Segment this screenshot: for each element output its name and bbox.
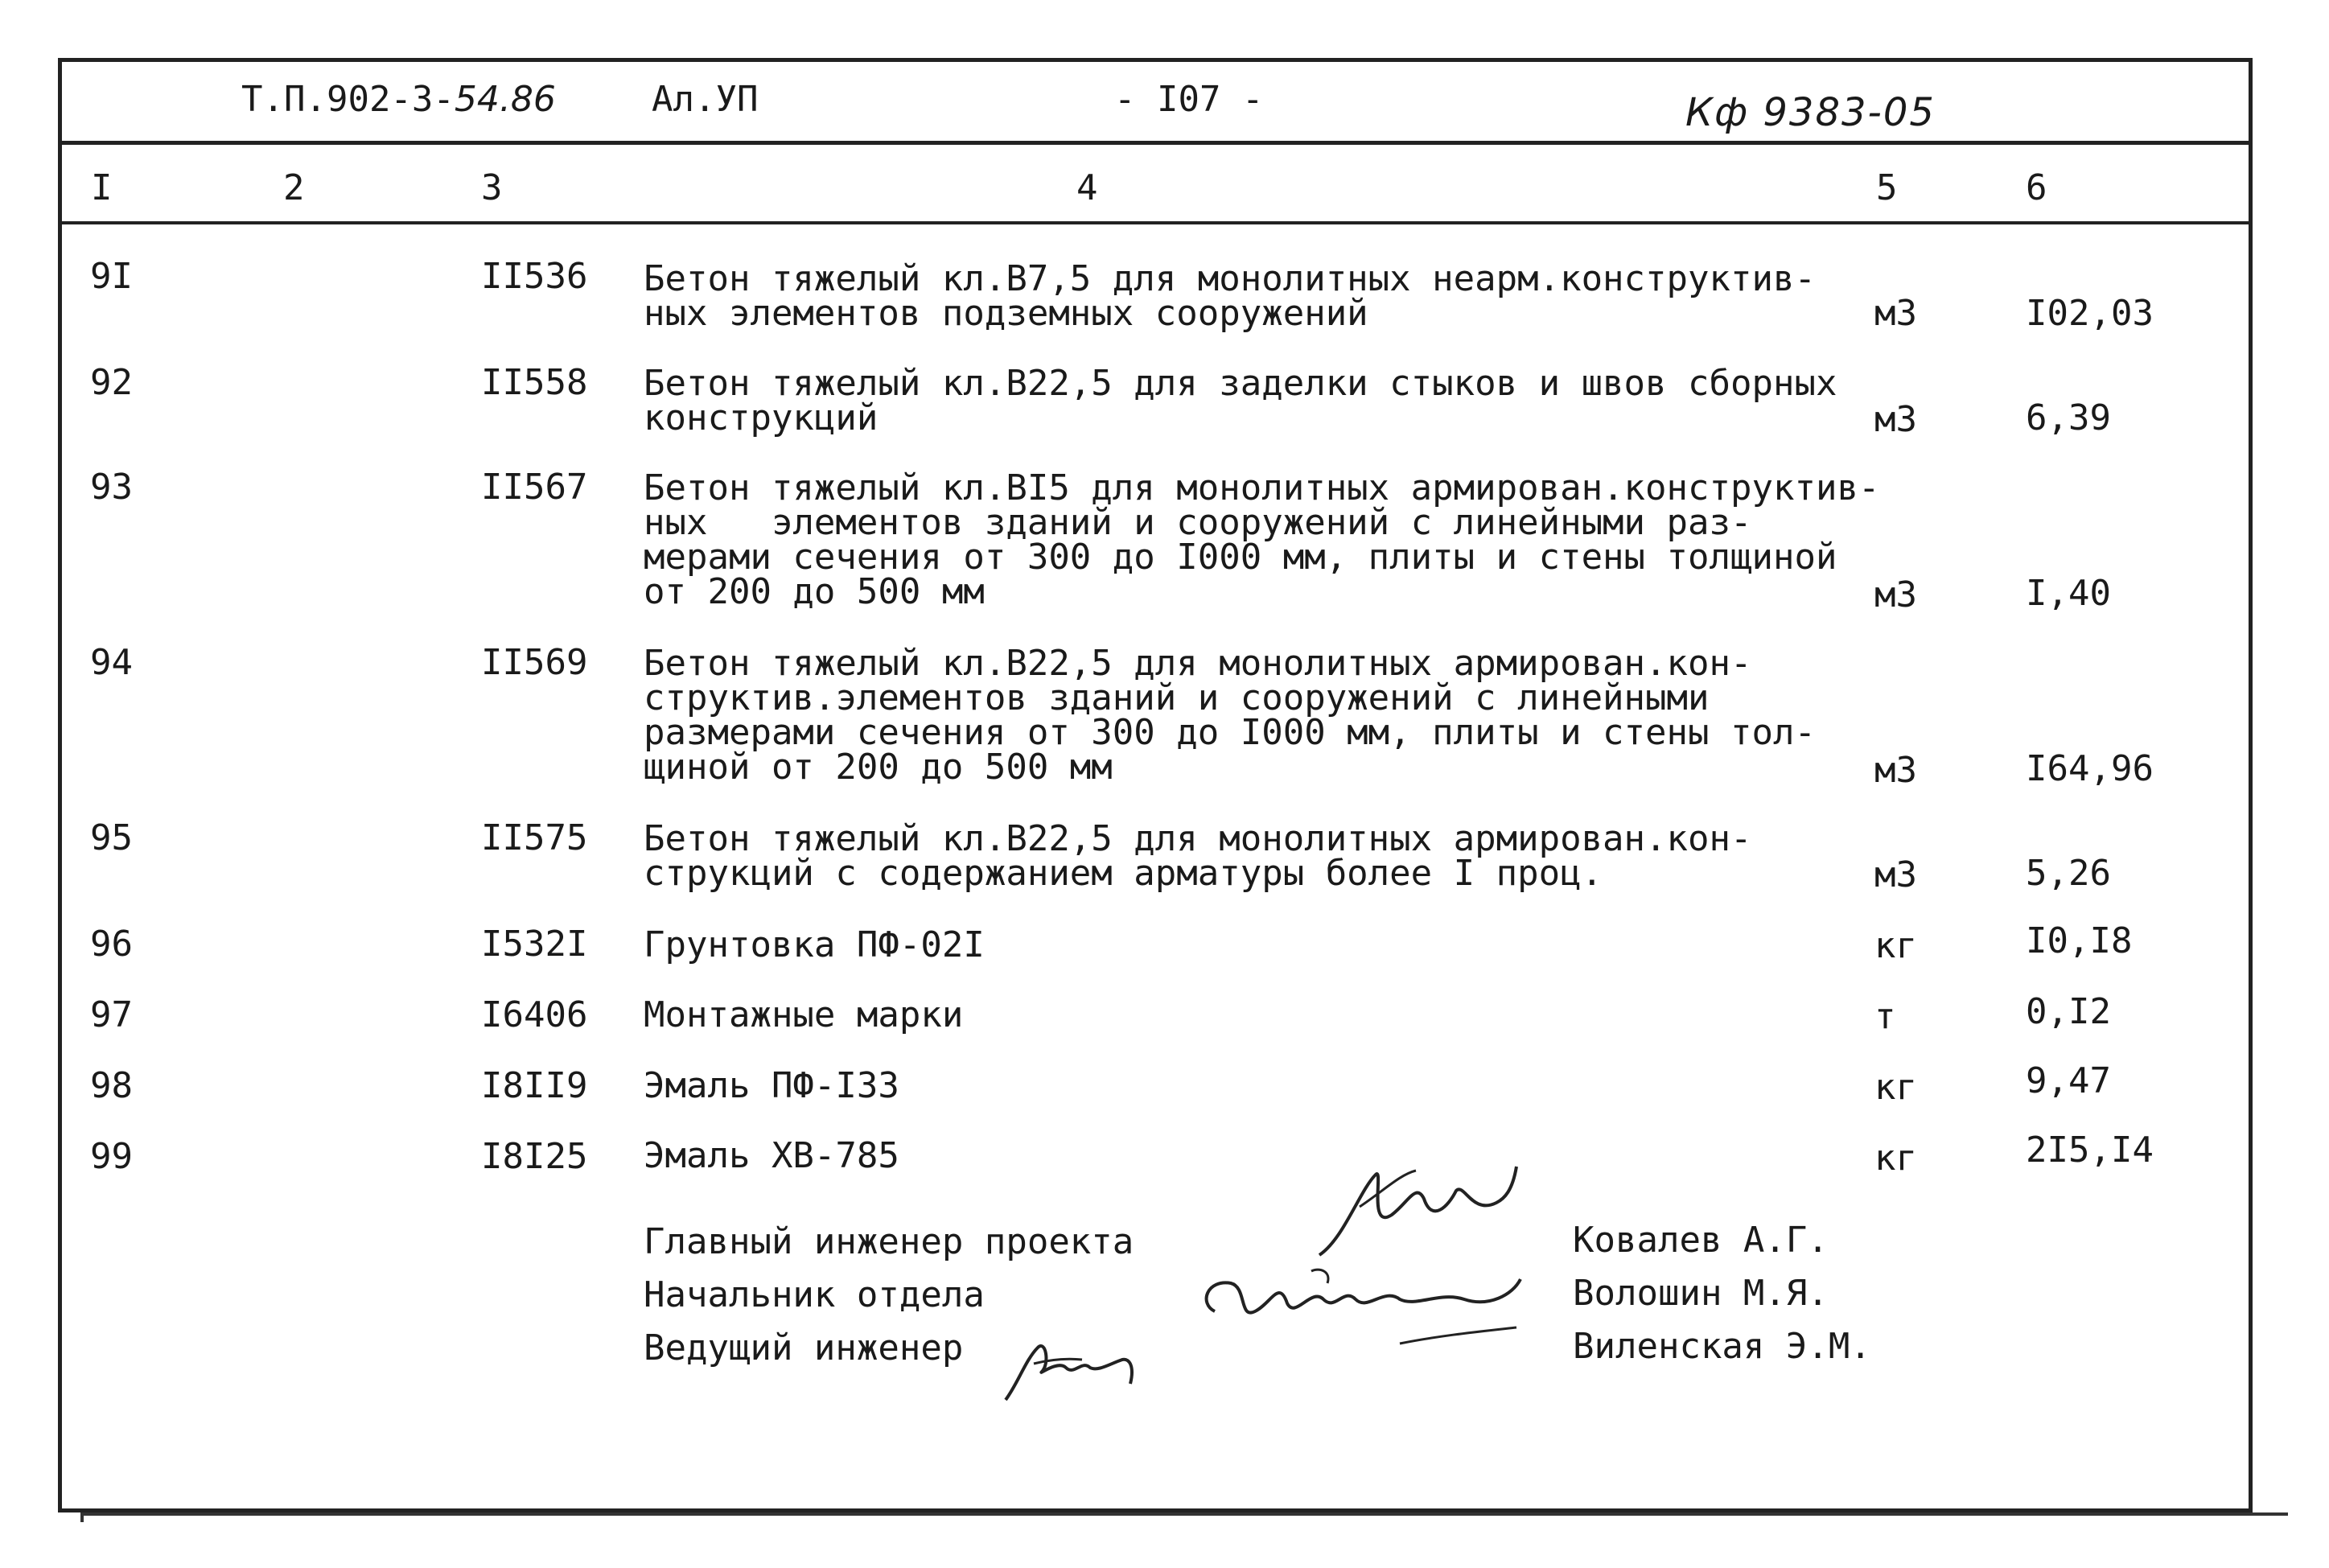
project-code: Т.П.902-3-54.86: [241, 79, 556, 120]
row-description: Бетон тяжелый кл.В22,5 для монолитных армирован.кон- структив.элементов зданий и сооружений с линейными размерами сечения от 300 до I000 мм, плиты и стены тол- щиной от 200 до 500 мм: [644, 643, 1816, 788]
row-number: 99: [90, 1136, 133, 1177]
quantity: I0,I8: [2026, 920, 2133, 961]
quantity: 5,26: [2026, 853, 2111, 894]
unit: кг: [1874, 925, 1917, 966]
row-number: 93: [90, 467, 133, 508]
resource-code: I8II9: [481, 1065, 588, 1106]
quantity: I64,96: [2026, 748, 2154, 789]
signature-role: Главный инженер проекта: [644, 1221, 1134, 1262]
handwritten-signature: [1311, 1159, 1520, 1271]
unit: кг: [1874, 1067, 1917, 1108]
row-description: Бетон тяжелый кл.BI5 для монолитных армирован.конструктив- ных элементов зданий и сооружений с линейными раз- мерами сечения от 300 до I000 мм, плиты и стены толщиной от 200 до 500 мм: [644, 467, 1880, 612]
row-number: 96: [90, 924, 133, 965]
col-header-6: 6: [2026, 167, 2047, 208]
resource-code: II575: [481, 817, 588, 858]
row-description: Бетон тяжелый кл.В22,5 для заделки стыков и швов сборных конструкций: [644, 363, 1837, 438]
resource-code: II567: [481, 467, 588, 508]
row-number: 94: [90, 642, 133, 683]
archive-code: Кф 9383-05: [1685, 90, 1936, 135]
unit: м3: [1874, 574, 1917, 615]
signature-name: Волошин М.Я.: [1573, 1273, 1829, 1314]
row-number: 98: [90, 1065, 133, 1106]
col-header-4: 4: [1076, 167, 1098, 208]
quantity: 2I5,I4: [2026, 1130, 2154, 1171]
album-label: Ал.УП: [652, 79, 759, 120]
resource-code: II558: [481, 362, 588, 403]
sheet-edge: [80, 1512, 2288, 1522]
row-number: 97: [90, 994, 133, 1035]
quantity: I,40: [2026, 573, 2111, 614]
col-header-2: 2: [283, 167, 305, 208]
resource-code: I532I: [481, 924, 588, 965]
signature-name: Виленская Э.М.: [1573, 1326, 1871, 1367]
resource-code: I8I25: [481, 1136, 588, 1177]
row-description: Грунтовка ПФ-02I: [644, 924, 985, 965]
quantity: 0,I2: [2026, 991, 2111, 1032]
unit: кг: [1874, 1138, 1917, 1179]
column-divider: [62, 221, 2249, 224]
row-description: Бетон тяжелый кл.В22,5 для монолитных армирован.кон- струкций с содержанием арматуры более I проц.: [644, 818, 1752, 894]
row-description: Монтажные марки: [644, 994, 964, 1035]
unit: м3: [1874, 399, 1917, 440]
col-header-5: 5: [1876, 167, 1898, 208]
quantity: I02,03: [2026, 293, 2154, 334]
signature-role: Ведущий инженер: [644, 1327, 964, 1368]
col-header-3: 3: [481, 167, 503, 208]
row-description: Эмаль ХВ-785: [644, 1135, 899, 1176]
unit: м3: [1874, 854, 1917, 895]
signature-role: Начальник отдела: [644, 1274, 985, 1315]
handwritten-signature: [1002, 1327, 1146, 1408]
resource-code: I6406: [481, 994, 588, 1035]
row-description: Эмаль ПФ-I33: [644, 1065, 899, 1106]
unit: т: [1874, 996, 1896, 1037]
signature-name: Ковалев А.Г.: [1573, 1220, 1829, 1261]
quantity: 9,47: [2026, 1060, 2111, 1101]
handwritten-signature: [1191, 1255, 1529, 1360]
resource-code: II536: [481, 256, 588, 297]
row-number: 9I: [90, 256, 133, 297]
row-description: Бетон тяжелый кл.В7,5 для монолитных неарм.конструктив- ных элементов подземных сооружений: [644, 258, 1816, 334]
quantity: 6,39: [2026, 397, 2111, 438]
unit: м3: [1874, 750, 1917, 791]
page-number: - I07 -: [1114, 79, 1264, 120]
resource-code: II569: [481, 642, 588, 683]
col-header-1: I: [91, 167, 113, 208]
project-code-handwritten: 54.86: [454, 79, 556, 120]
header-divider: [62, 141, 2249, 145]
row-number: 92: [90, 362, 133, 403]
unit: м3: [1874, 293, 1917, 334]
row-number: 95: [90, 817, 133, 858]
